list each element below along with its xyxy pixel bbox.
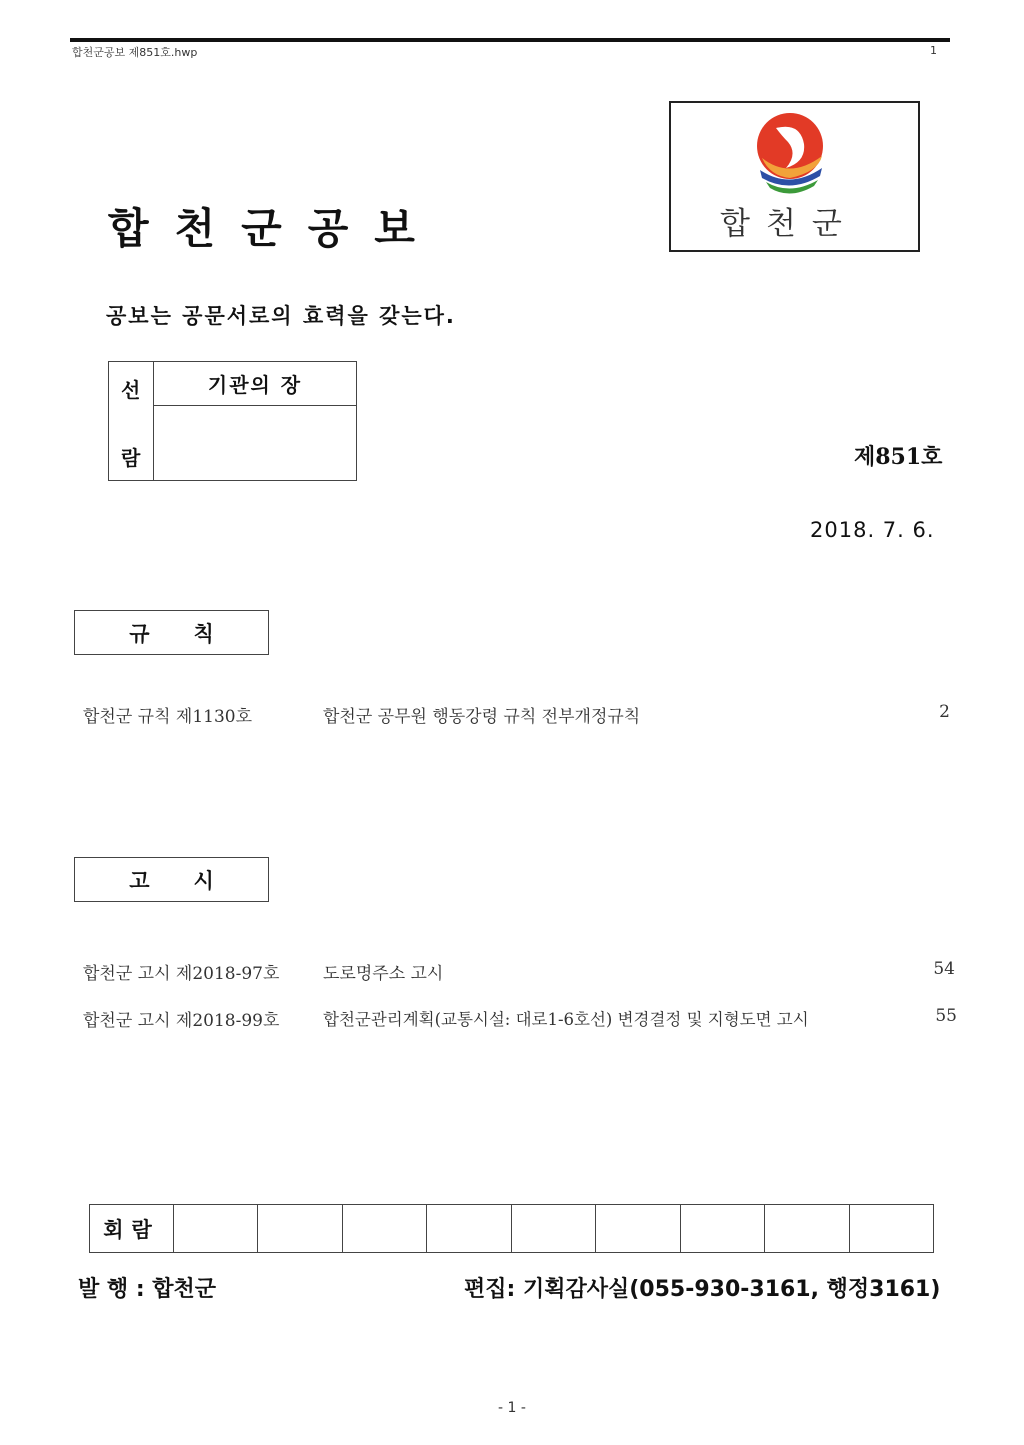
- seonram-char-1: 선: [121, 378, 141, 402]
- circulation-cell: [596, 1205, 680, 1252]
- entry-page: 2: [939, 702, 950, 722]
- header-page-number: 1: [930, 44, 937, 57]
- circulation-cell: [681, 1205, 765, 1252]
- section-label: 고시: [129, 868, 258, 893]
- issue-date: 2018. 7. 6.: [810, 518, 935, 542]
- publisher: 발 행 : 합천군: [78, 1277, 217, 1302]
- entry-page: 55: [935, 1006, 957, 1026]
- circulation-cell: [850, 1205, 933, 1252]
- subtitle: 공보는 공문서로의 효력을 갖는다.: [106, 304, 456, 328]
- section-heading-rules: [74, 610, 269, 655]
- file-name: 합천군공보 제851호.hwp: [72, 46, 198, 59]
- circulation-table: [89, 1204, 934, 1253]
- circulation-cell: [343, 1205, 427, 1252]
- entry-number: 합천군 고시 제2018-97호: [83, 964, 280, 984]
- hapcheon-emblem-icon: [752, 110, 830, 198]
- page-footer-number: - 1 -: [498, 1400, 526, 1416]
- seonram-table: [108, 361, 357, 481]
- circulation-cell: [258, 1205, 342, 1252]
- page-title: 합천군공보: [108, 204, 441, 253]
- circulation-cell: [765, 1205, 849, 1252]
- circulation-cell: [427, 1205, 511, 1252]
- entry-number: 합천군 규칙 제1130호: [83, 707, 253, 727]
- entry-title: 도로명주소 고시: [323, 964, 444, 984]
- circulation-cell: [512, 1205, 596, 1252]
- entry-page: 54: [933, 959, 955, 979]
- seonram-label-column: [109, 362, 154, 480]
- seonram-header: 기관의 장: [154, 362, 356, 406]
- circulation-label: 회람: [90, 1205, 174, 1252]
- header-rule: [70, 38, 950, 42]
- entry-title: 합천군관리계획(교통시설: 대로1-6호선) 변경결정 및 지형도면 고시: [323, 1010, 809, 1029]
- section-heading-notices: [74, 857, 269, 902]
- editor-contact: 편집: 기획감사실(055-930-3161, 행정3161): [464, 1277, 941, 1302]
- circulation-cell: [174, 1205, 258, 1252]
- issue-number: 제851호: [854, 444, 943, 470]
- entry-number: 합천군 고시 제2018-99호: [83, 1011, 280, 1031]
- logo-text: 합천군: [720, 206, 858, 242]
- seonram-char-2: 람: [121, 446, 141, 470]
- entry-title: 합천군 공무원 행동강령 규칙 전부개정규칙: [323, 707, 641, 727]
- section-label: 규칙: [129, 621, 258, 646]
